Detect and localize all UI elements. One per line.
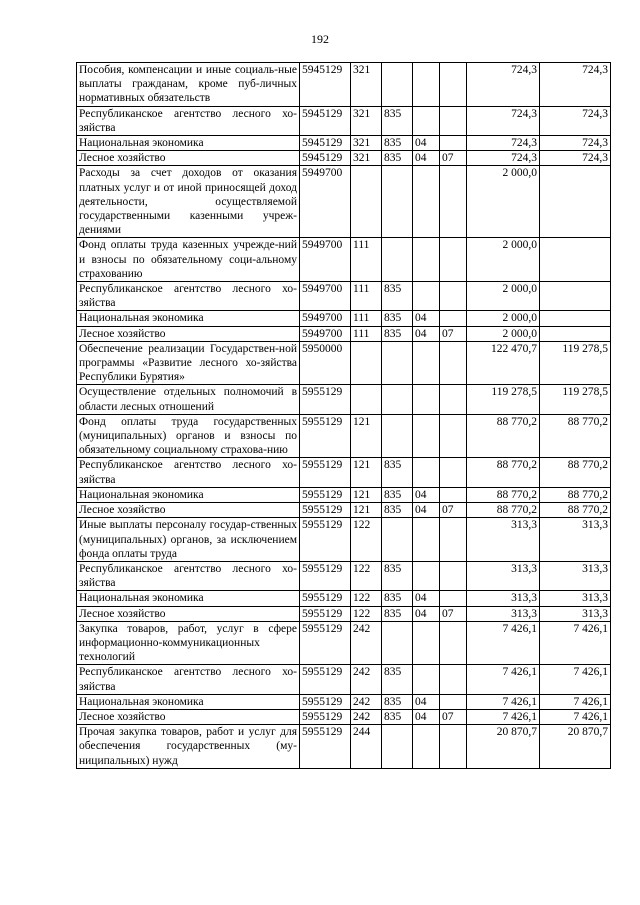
subsection-cell — [440, 106, 467, 135]
table-row — [77, 63, 611, 107]
amount-year1-cell: 88 770,2 — [467, 458, 540, 487]
table-row — [77, 665, 611, 694]
department-code-cell: 835 — [382, 503, 413, 518]
amount-year1-cell: 88 770,2 — [467, 414, 540, 458]
table-row — [77, 725, 611, 769]
amount-year2-cell: 7 426,1 — [540, 709, 611, 724]
target-article-cell: 5949700 — [300, 311, 351, 326]
amount-year2-cell: 88 770,2 — [540, 487, 611, 502]
expense-type-cell: 111 — [351, 282, 382, 311]
target-article-cell: 5949700 — [300, 166, 351, 238]
expense-type-cell: 121 — [351, 458, 382, 487]
section-cell: 04 — [413, 151, 440, 166]
amount-year1-cell: 724,3 — [467, 151, 540, 166]
section-cell: 04 — [413, 311, 440, 326]
amount-year1-cell: 2 000,0 — [467, 311, 540, 326]
subsection-cell — [440, 166, 467, 238]
subsection-cell — [440, 591, 467, 606]
row-name-cell: Пособия, компенсации и иные социаль-ные выплаты гражданам, кроме пуб-личных нормативных обязательств — [77, 63, 300, 107]
table-row — [77, 606, 611, 621]
section-cell: 04 — [413, 709, 440, 724]
subsection-cell — [440, 458, 467, 487]
target-article-cell: 5955129 — [300, 458, 351, 487]
department-code-cell — [382, 518, 413, 562]
table-row — [77, 458, 611, 487]
row-name-cell: Лесное хозяйство — [77, 606, 300, 621]
amount-year1-cell: 88 770,2 — [467, 487, 540, 502]
target-article-cell: 5945129 — [300, 63, 351, 107]
amount-year2-cell: 313,3 — [540, 591, 611, 606]
expense-type-cell: 122 — [351, 518, 382, 562]
amount-year2-cell: 313,3 — [540, 518, 611, 562]
row-name-cell: Республиканское агентство лесного хо-зяйства — [77, 106, 300, 135]
section-cell — [413, 166, 440, 238]
expense-type-cell: 242 — [351, 621, 382, 665]
section-cell — [413, 282, 440, 311]
budget-table — [76, 62, 611, 769]
table-row — [77, 591, 611, 606]
department-code-cell: 835 — [382, 136, 413, 151]
subsection-cell — [440, 487, 467, 502]
amount-year2-cell — [540, 166, 611, 238]
section-cell: 04 — [413, 503, 440, 518]
subsection-cell — [440, 694, 467, 709]
amount-year2-cell: 724,3 — [540, 151, 611, 166]
department-code-cell: 835 — [382, 458, 413, 487]
section-cell — [413, 561, 440, 590]
department-code-cell: 835 — [382, 591, 413, 606]
amount-year2-cell: 7 426,1 — [540, 665, 611, 694]
section-cell — [413, 725, 440, 769]
subsection-cell — [440, 63, 467, 107]
department-code-cell — [382, 725, 413, 769]
subsection-cell: 07 — [440, 326, 467, 341]
amount-year1-cell: 7 426,1 — [467, 665, 540, 694]
row-name-cell: Национальная экономика — [77, 136, 300, 151]
amount-year2-cell: 313,3 — [540, 561, 611, 590]
row-name-cell: Лесное хозяйство — [77, 151, 300, 166]
table-row — [77, 709, 611, 724]
department-code-cell: 835 — [382, 282, 413, 311]
department-code-cell — [382, 621, 413, 665]
amount-year2-cell: 724,3 — [540, 106, 611, 135]
expense-type-cell: 121 — [351, 414, 382, 458]
subsection-cell — [440, 341, 467, 385]
amount-year2-cell: 724,3 — [540, 63, 611, 107]
subsection-cell — [440, 238, 467, 282]
row-name-cell: Республиканское агентство лесного хо-зяйства — [77, 282, 300, 311]
department-code-cell: 835 — [382, 311, 413, 326]
expense-type-cell: 321 — [351, 106, 382, 135]
table-row — [77, 326, 611, 341]
expense-type-cell: 242 — [351, 694, 382, 709]
target-article-cell: 5955129 — [300, 725, 351, 769]
section-cell: 04 — [413, 326, 440, 341]
department-code-cell: 835 — [382, 665, 413, 694]
row-name-cell: Лесное хозяйство — [77, 709, 300, 724]
amount-year1-cell: 7 426,1 — [467, 709, 540, 724]
row-name-cell: Прочая закупка товаров, работ и услуг для обеспечения государственных (му-ниципальных) нужд — [77, 725, 300, 769]
amount-year2-cell: 7 426,1 — [540, 621, 611, 665]
amount-year1-cell: 88 770,2 — [467, 503, 540, 518]
subsection-cell — [440, 136, 467, 151]
section-cell — [413, 341, 440, 385]
section-cell — [413, 414, 440, 458]
table-row — [77, 621, 611, 665]
amount-year2-cell: 88 770,2 — [540, 458, 611, 487]
department-code-cell — [382, 166, 413, 238]
table-row — [77, 341, 611, 385]
row-name-cell: Республиканское агентство лесного хо-зяйства — [77, 458, 300, 487]
target-article-cell: 5955129 — [300, 414, 351, 458]
subsection-cell — [440, 725, 467, 769]
expense-type-cell — [351, 341, 382, 385]
table-row — [77, 487, 611, 502]
target-article-cell: 5945129 — [300, 151, 351, 166]
amount-year2-cell: 7 426,1 — [540, 694, 611, 709]
table-row — [77, 282, 611, 311]
section-cell: 04 — [413, 487, 440, 502]
subsection-cell — [440, 561, 467, 590]
department-code-cell — [382, 341, 413, 385]
table-row — [77, 503, 611, 518]
target-article-cell: 5949700 — [300, 282, 351, 311]
row-name-cell: Национальная экономика — [77, 311, 300, 326]
amount-year1-cell: 7 426,1 — [467, 621, 540, 665]
table-row — [77, 311, 611, 326]
amount-year2-cell — [540, 282, 611, 311]
expense-type-cell: 321 — [351, 136, 382, 151]
amount-year2-cell: 119 278,5 — [540, 341, 611, 385]
expense-type-cell: 122 — [351, 591, 382, 606]
table-row — [77, 136, 611, 151]
table-row — [77, 151, 611, 166]
table-row — [77, 561, 611, 590]
table-row — [77, 166, 611, 238]
amount-year2-cell: 88 770,2 — [540, 503, 611, 518]
department-code-cell: 835 — [382, 606, 413, 621]
amount-year1-cell: 313,3 — [467, 591, 540, 606]
section-cell — [413, 458, 440, 487]
table-row — [77, 238, 611, 282]
amount-year1-cell: 724,3 — [467, 136, 540, 151]
section-cell — [413, 665, 440, 694]
department-code-cell: 835 — [382, 106, 413, 135]
table-row — [77, 106, 611, 135]
expense-type-cell — [351, 166, 382, 238]
expense-type-cell: 111 — [351, 326, 382, 341]
table-row — [77, 518, 611, 562]
table-row — [77, 414, 611, 458]
expense-type-cell: 121 — [351, 503, 382, 518]
department-code-cell: 835 — [382, 709, 413, 724]
subsection-cell — [440, 282, 467, 311]
target-article-cell: 5955129 — [300, 518, 351, 562]
expense-type-cell: 242 — [351, 665, 382, 694]
row-name-cell: Национальная экономика — [77, 487, 300, 502]
expense-type-cell: 321 — [351, 63, 382, 107]
target-article-cell: 5950000 — [300, 341, 351, 385]
department-code-cell — [382, 63, 413, 107]
subsection-cell: 07 — [440, 709, 467, 724]
row-name-cell: Осуществление отдельных полномочий в области лесных отношений — [77, 385, 300, 414]
section-cell — [413, 518, 440, 562]
amount-year1-cell: 313,3 — [467, 561, 540, 590]
row-name-cell: Фонд оплаты труда государственных (муниципальных) органов и взносы по обязательному социальному страхова-нию — [77, 414, 300, 458]
expense-type-cell: 242 — [351, 709, 382, 724]
expense-type-cell: 122 — [351, 606, 382, 621]
section-cell: 04 — [413, 136, 440, 151]
amount-year1-cell: 2 000,0 — [467, 326, 540, 341]
subsection-cell: 07 — [440, 606, 467, 621]
section-cell — [413, 238, 440, 282]
table-row — [77, 694, 611, 709]
page-number: 192 — [311, 32, 329, 46]
target-article-cell: 5955129 — [300, 694, 351, 709]
amount-year1-cell: 20 870,7 — [467, 725, 540, 769]
amount-year1-cell: 7 426,1 — [467, 694, 540, 709]
subsection-cell — [440, 414, 467, 458]
section-cell: 04 — [413, 694, 440, 709]
amount-year1-cell: 724,3 — [467, 106, 540, 135]
expense-type-cell: 244 — [351, 725, 382, 769]
department-code-cell — [382, 238, 413, 282]
section-cell — [413, 63, 440, 107]
department-code-cell: 835 — [382, 151, 413, 166]
amount-year2-cell: 88 770,2 — [540, 414, 611, 458]
amount-year2-cell: 20 870,7 — [540, 725, 611, 769]
row-name-cell: Обеспечение реализации Государствен-ной программы «Развитие лесного хо-зяйства Республики Бурятия» — [77, 341, 300, 385]
subsection-cell: 07 — [440, 503, 467, 518]
subsection-cell — [440, 665, 467, 694]
amount-year1-cell: 119 278,5 — [467, 385, 540, 414]
amount-year2-cell — [540, 326, 611, 341]
target-article-cell: 5955129 — [300, 665, 351, 694]
amount-year2-cell: 119 278,5 — [540, 385, 611, 414]
section-cell — [413, 385, 440, 414]
target-article-cell: 5949700 — [300, 238, 351, 282]
amount-year1-cell: 2 000,0 — [467, 282, 540, 311]
section-cell — [413, 621, 440, 665]
target-article-cell: 5955129 — [300, 503, 351, 518]
row-name-cell: Иные выплаты персоналу государ-ственных (муниципальных) органов, за исключением фонда оплаты труда — [77, 518, 300, 562]
row-name-cell: Лесное хозяйство — [77, 326, 300, 341]
target-article-cell: 5955129 — [300, 606, 351, 621]
row-name-cell: Республиканское агентство лесного хо-зяйства — [77, 665, 300, 694]
row-name-cell: Республиканское агентство лесного хо-зяйства — [77, 561, 300, 590]
amount-year2-cell: 724,3 — [540, 136, 611, 151]
row-name-cell: Лесное хозяйство — [77, 503, 300, 518]
amount-year2-cell: 313,3 — [540, 606, 611, 621]
expense-type-cell: 321 — [351, 151, 382, 166]
row-name-cell: Национальная экономика — [77, 694, 300, 709]
section-cell — [413, 106, 440, 135]
department-code-cell — [382, 414, 413, 458]
subsection-cell — [440, 311, 467, 326]
subsection-cell — [440, 518, 467, 562]
amount-year1-cell: 122 470,7 — [467, 341, 540, 385]
department-code-cell: 835 — [382, 326, 413, 341]
target-article-cell: 5955129 — [300, 709, 351, 724]
amount-year1-cell: 313,3 — [467, 518, 540, 562]
row-name-cell: Закупка товаров, работ, услуг в сфере информационно-коммуникационных технологий — [77, 621, 300, 665]
department-code-cell — [382, 385, 413, 414]
amount-year1-cell: 724,3 — [467, 63, 540, 107]
department-code-cell: 835 — [382, 561, 413, 590]
amount-year2-cell — [540, 311, 611, 326]
target-article-cell: 5955129 — [300, 487, 351, 502]
row-name-cell: Фонд оплаты труда казенных учрежде-ний и взносы по обязательному соци-альному страхованию — [77, 238, 300, 282]
department-code-cell: 835 — [382, 694, 413, 709]
amount-year1-cell: 2 000,0 — [467, 238, 540, 282]
expense-type-cell: 122 — [351, 561, 382, 590]
expense-type-cell: 121 — [351, 487, 382, 502]
department-code-cell: 835 — [382, 487, 413, 502]
row-name-cell: Расходы за счет доходов от оказания платных услуг и от иной приносящей доход деятельности, осуществляемой государственными казенными учреж-дениями — [77, 166, 300, 238]
target-article-cell: 5955129 — [300, 621, 351, 665]
target-article-cell: 5945129 — [300, 106, 351, 135]
expense-type-cell — [351, 385, 382, 414]
target-article-cell: 5949700 — [300, 326, 351, 341]
section-cell: 04 — [413, 606, 440, 621]
amount-year1-cell: 2 000,0 — [467, 166, 540, 238]
amount-year1-cell: 313,3 — [467, 606, 540, 621]
subsection-cell: 07 — [440, 151, 467, 166]
target-article-cell: 5955129 — [300, 385, 351, 414]
budget-table-body — [77, 63, 611, 769]
subsection-cell — [440, 385, 467, 414]
table-row — [77, 385, 611, 414]
amount-year2-cell — [540, 238, 611, 282]
subsection-cell — [440, 621, 467, 665]
expense-type-cell: 111 — [351, 311, 382, 326]
row-name-cell: Национальная экономика — [77, 591, 300, 606]
target-article-cell: 5955129 — [300, 561, 351, 590]
target-article-cell: 5945129 — [300, 136, 351, 151]
target-article-cell: 5955129 — [300, 591, 351, 606]
expense-type-cell: 111 — [351, 238, 382, 282]
section-cell: 04 — [413, 591, 440, 606]
